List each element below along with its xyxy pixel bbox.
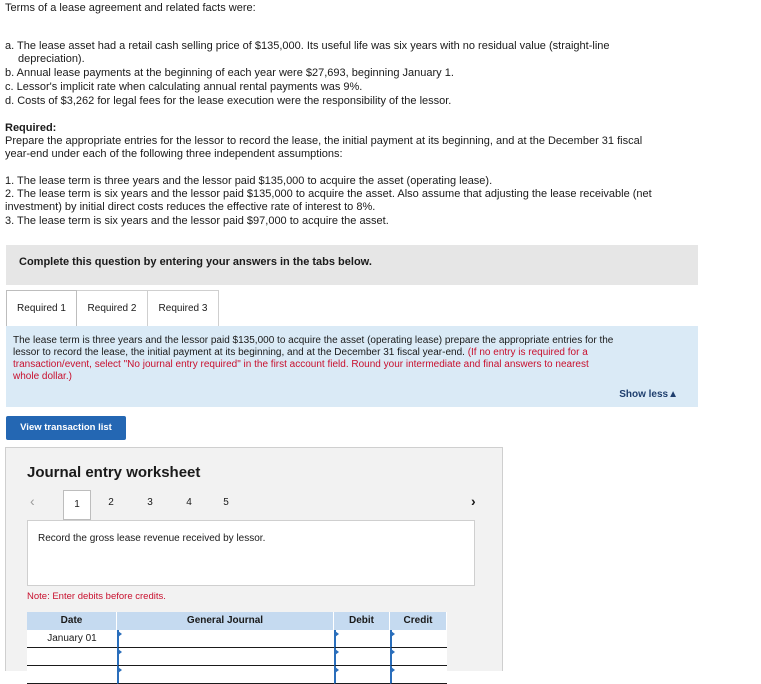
header-general-journal: General Journal bbox=[117, 612, 334, 630]
show-less-link[interactable]: Show less▲ bbox=[619, 389, 678, 400]
debit-input[interactable] bbox=[334, 666, 390, 684]
debit-input[interactable] bbox=[334, 648, 390, 666]
intro-text: Terms of a lease agreement and related facts were: bbox=[5, 2, 256, 14]
note-text: Note: Enter debits before credits. bbox=[27, 591, 166, 602]
row-date bbox=[27, 666, 117, 684]
page-2[interactable]: 2 bbox=[108, 497, 114, 508]
panel-line-2-red: (If no entry is required for a bbox=[467, 347, 588, 358]
account-select[interactable] bbox=[117, 666, 334, 684]
fact-a-line2: depreciation). bbox=[18, 53, 85, 65]
fact-b: b. Annual lease payments at the beginning of each year were $27,693, beginning January 1. bbox=[5, 67, 454, 79]
instruction-box bbox=[27, 520, 475, 586]
page-1[interactable]: 1 bbox=[63, 490, 91, 520]
assumption-3: 3. The lease term is six years and the lessor paid $97,000 to acquire the asset. bbox=[5, 215, 389, 227]
table-row bbox=[27, 666, 447, 684]
worksheet-title: Journal entry worksheet bbox=[27, 464, 201, 481]
panel-line-1: The lease term is three years and the lessor paid $135,000 to acquire the asset (operating lease) prepare the appropriate entries for the bbox=[13, 335, 614, 346]
required-1-panel bbox=[6, 326, 698, 407]
panel-line-4: whole dollar.) bbox=[13, 371, 72, 382]
assumption-2-line2: investment) by initial direct costs reduces the effective rate of interest to 8%. bbox=[5, 201, 376, 213]
page-3[interactable]: 3 bbox=[147, 497, 153, 508]
panel-line-3: transaction/event, select "No journal entry required" in the first account field. Round your intermediate and final answers to nearest bbox=[13, 359, 589, 370]
debit-input[interactable] bbox=[334, 630, 390, 648]
required-text-2: year-end under each of the following three independent assumptions: bbox=[5, 148, 343, 160]
journal-entry-worksheet bbox=[5, 447, 503, 671]
required-heading: Required: bbox=[5, 122, 57, 134]
account-select[interactable] bbox=[117, 630, 334, 648]
table-row bbox=[27, 630, 447, 648]
page-4[interactable]: 4 bbox=[186, 497, 192, 508]
fact-a-line1: a. The lease asset had a retail cash selling price of $135,000. Its useful life was six years with no residual value (straight-line bbox=[5, 40, 610, 52]
row-date: January 01 bbox=[27, 630, 117, 648]
credit-input[interactable] bbox=[390, 666, 447, 684]
chevron-right-icon[interactable]: › bbox=[471, 493, 476, 509]
complete-banner-text: Complete this question by entering your answers in the tabs below. bbox=[19, 256, 372, 268]
credit-input[interactable] bbox=[390, 630, 447, 648]
table-row bbox=[27, 648, 447, 666]
tab-required-1[interactable]: Required 1 bbox=[6, 290, 77, 326]
account-select[interactable] bbox=[117, 648, 334, 666]
complete-banner bbox=[6, 245, 698, 285]
page-5[interactable]: 5 bbox=[223, 497, 229, 508]
chevron-left-icon[interactable]: ‹ bbox=[30, 493, 35, 509]
required-text-1: Prepare the appropriate entries for the lessor to record the lease, the initial payment at its beginning, and at the December 31 fiscal bbox=[5, 135, 643, 147]
header-debit: Debit bbox=[334, 612, 390, 630]
tab-required-2[interactable]: Required 2 bbox=[77, 290, 148, 326]
tab-required-3[interactable]: Required 3 bbox=[148, 290, 219, 326]
panel-line-2-black: lessor to record the lease, the initial payment at its beginning, and at the December 31 fiscal year-end. bbox=[13, 347, 465, 358]
fact-d: d. Costs of $3,262 for legal fees for the lease execution were the responsibility of the lessor. bbox=[5, 95, 452, 107]
row-date bbox=[27, 648, 117, 666]
instruction-text: Record the gross lease revenue received by lessor. bbox=[38, 533, 266, 544]
credit-input[interactable] bbox=[390, 648, 447, 666]
header-date: Date bbox=[27, 612, 117, 630]
header-credit: Credit bbox=[390, 612, 447, 630]
assumption-2-line1: 2. The lease term is six years and the lessor paid $135,000 to acquire the asset. Also assume that adjusting the lease receivable (net bbox=[5, 188, 652, 200]
fact-c: c. Lessor's implicit rate when calculating annual rental payments was 9%. bbox=[5, 81, 363, 93]
panel-line-2 bbox=[13, 347, 588, 359]
view-transaction-list-button[interactable]: View transaction list bbox=[6, 416, 126, 440]
assumption-1: 1. The lease term is three years and the lessor paid $135,000 to acquire the asset (operating lease). bbox=[5, 175, 493, 187]
